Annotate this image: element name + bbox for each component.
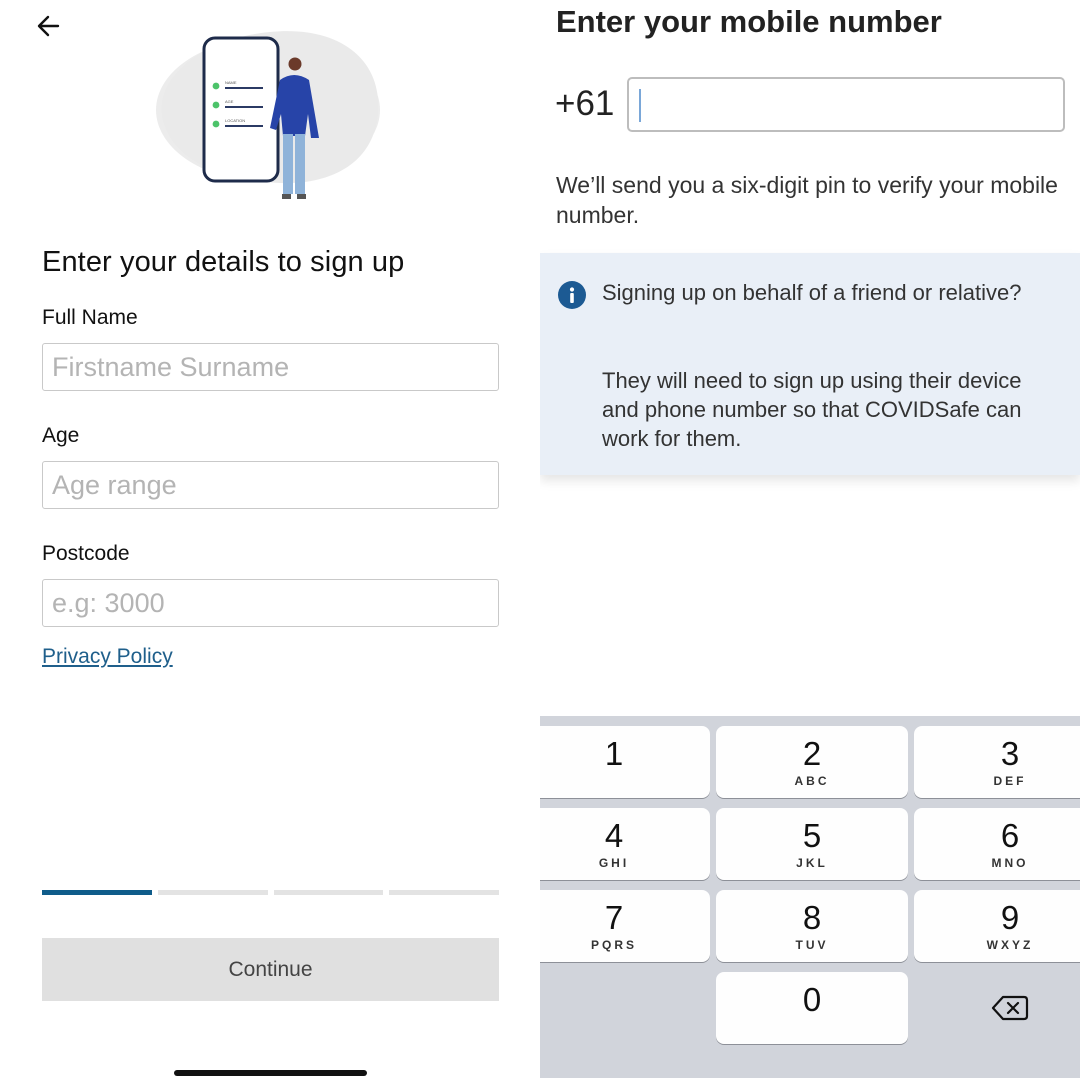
key-7[interactable]	[540, 890, 710, 962]
key-5[interactable]	[716, 808, 908, 880]
key-digit: 8	[802, 898, 822, 936]
postcode-label: Postcode	[42, 542, 130, 565]
key-digit: 6	[1000, 816, 1020, 854]
privacy-policy-link[interactable]: Privacy Policy	[42, 645, 173, 668]
key-letters: MNO	[991, 855, 1029, 870]
backspace-key[interactable]	[914, 972, 1080, 1044]
back-button[interactable]	[32, 10, 68, 42]
key-digit: 1	[604, 734, 624, 772]
page-title: Enter your mobile number	[556, 4, 942, 39]
key-0[interactable]	[716, 972, 908, 1044]
progress-step	[158, 890, 268, 895]
key-6[interactable]	[914, 808, 1080, 880]
info-heading: Signing up on behalf of a friend or relative?	[602, 280, 1022, 305]
key-digit: 3	[1000, 734, 1020, 772]
continue-button[interactable]: Continue	[42, 938, 499, 1001]
postcode-input[interactable]	[42, 579, 499, 627]
key-letters: JKL	[796, 855, 828, 870]
key-letters: DEF	[993, 773, 1027, 788]
key-digit: 0	[802, 980, 822, 1018]
info-icon	[558, 281, 586, 309]
backspace-icon	[991, 994, 1029, 1022]
progress-step	[42, 890, 152, 895]
illustration-label-location: LOCATION	[225, 118, 246, 123]
key-letters: TUV	[795, 937, 829, 952]
page-title: Enter your details to sign up	[42, 246, 405, 278]
key-digit: 9	[1000, 898, 1020, 936]
key-letters: ABC	[794, 773, 830, 788]
illustration-label-age: AGE	[225, 99, 234, 104]
key-2[interactable]	[716, 726, 908, 798]
mobile-number-input[interactable]	[627, 77, 1065, 132]
illustration-label-name: NAME	[225, 80, 237, 85]
key-4[interactable]	[540, 808, 710, 880]
key-8[interactable]	[716, 890, 908, 962]
key-9[interactable]	[914, 890, 1080, 962]
key-digit: 5	[802, 816, 822, 854]
step-progress	[42, 890, 499, 896]
numeric-keypad	[540, 716, 1080, 1078]
key-digit: 2	[802, 734, 822, 772]
progress-step	[274, 890, 384, 895]
age-label: Age	[42, 424, 80, 447]
key-letters: GHI	[598, 855, 630, 870]
full-name-label: Full Name	[42, 306, 138, 329]
info-body: They will need to sign up using their device and phone number so that COVIDSafe can work for them.	[602, 368, 1022, 451]
key-letters: WXYZ	[986, 937, 1034, 952]
arrow-left-icon	[32, 10, 68, 42]
helper-text: We’ll send you a six-digit pin to verify your mobile number.	[556, 172, 1058, 228]
key-1[interactable]	[540, 726, 710, 798]
signup-illustration	[150, 20, 390, 210]
age-range-input[interactable]	[42, 461, 499, 509]
full-name-input[interactable]	[42, 343, 499, 391]
key-letters: PQRS	[590, 937, 637, 952]
key-3[interactable]	[914, 726, 1080, 798]
country-code: +61	[555, 84, 615, 123]
home-indicator	[174, 1070, 367, 1076]
text-cursor	[639, 89, 641, 122]
key-digit: 7	[604, 898, 624, 936]
progress-step	[389, 890, 499, 895]
info-banner	[540, 253, 1080, 475]
key-digit: 4	[604, 816, 624, 854]
mobile-number-screen	[540, 0, 1080, 1078]
